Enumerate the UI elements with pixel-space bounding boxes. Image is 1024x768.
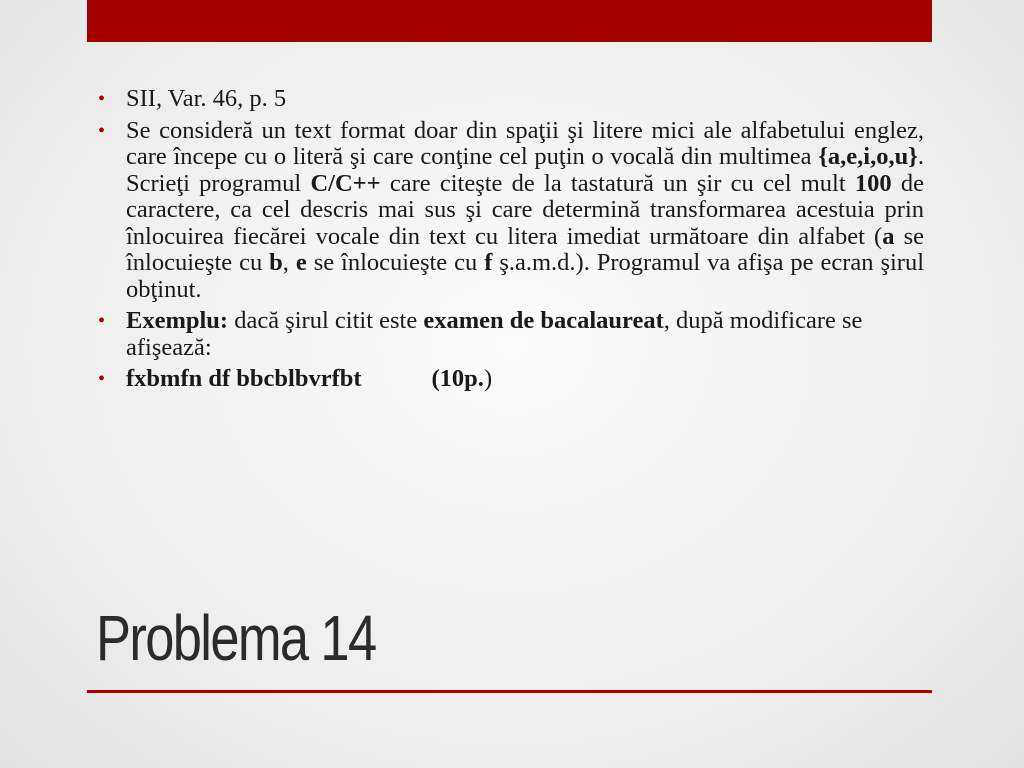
slide-title: Problema 14 <box>96 602 376 674</box>
letter-a: a <box>882 222 895 250</box>
problem-text: se înlocuieşte cu <box>126 222 924 276</box>
bullet-list <box>96 86 924 393</box>
problem-text: ş.a.m.d.). Programul va afişa pe ecran şirul obţinut. <box>126 249 925 303</box>
example-text: dacă şirul citit este <box>228 307 424 334</box>
bullet-dot-icon: • <box>98 88 106 110</box>
language-name: C/C++ <box>310 169 381 197</box>
bullet-dot-icon: • <box>98 368 106 390</box>
letter-e: e <box>295 249 307 276</box>
problem-text: , <box>282 249 296 276</box>
problem-text: Se consideră un text format doar din spaţii şi litere mici ale alfabetului englez, care începe cu o literă şi care conţine cel puţin o vocală din multimea <box>126 116 924 170</box>
max-length: 100 <box>854 169 892 197</box>
problem-text: care citeşte de la tastatură un şir cu cel mult <box>380 169 855 197</box>
letter-b: b <box>269 249 283 276</box>
letter-f: f <box>484 249 493 276</box>
bullet-dot-icon: • <box>98 119 106 142</box>
problem-text: se înlocuieşte cu <box>306 249 485 276</box>
title-underline <box>87 690 932 693</box>
list-item <box>96 118 924 304</box>
source-reference: SII, Var. 46, p. 5 <box>126 85 287 112</box>
problem-text: . Scrieţi programul <box>126 143 924 197</box>
bullet-dot-icon: • <box>98 310 106 332</box>
list-item <box>96 366 924 393</box>
example-label: Exemplu: <box>126 307 229 334</box>
points-value: (10p. <box>431 365 484 392</box>
problem-text: de caractere, ca cel descris mai sus şi care determină transformarea acestuia prin înlocuirea fiecărei vocale din text cu litera imediat următoare din alfabet ( <box>126 169 924 250</box>
slide-body <box>96 86 924 398</box>
example-text: , după modificare se afişează: <box>126 307 863 361</box>
list-item <box>96 86 924 113</box>
vowel-set: {a,e,i,o,u} <box>818 143 918 170</box>
points-close: ) <box>483 365 493 392</box>
example-output: fxbmfn df bbcblbvrfbt <box>126 365 362 392</box>
example-input: examen de bacalaureat <box>423 307 664 334</box>
list-item <box>96 308 924 361</box>
top-accent-bar <box>87 0 932 42</box>
